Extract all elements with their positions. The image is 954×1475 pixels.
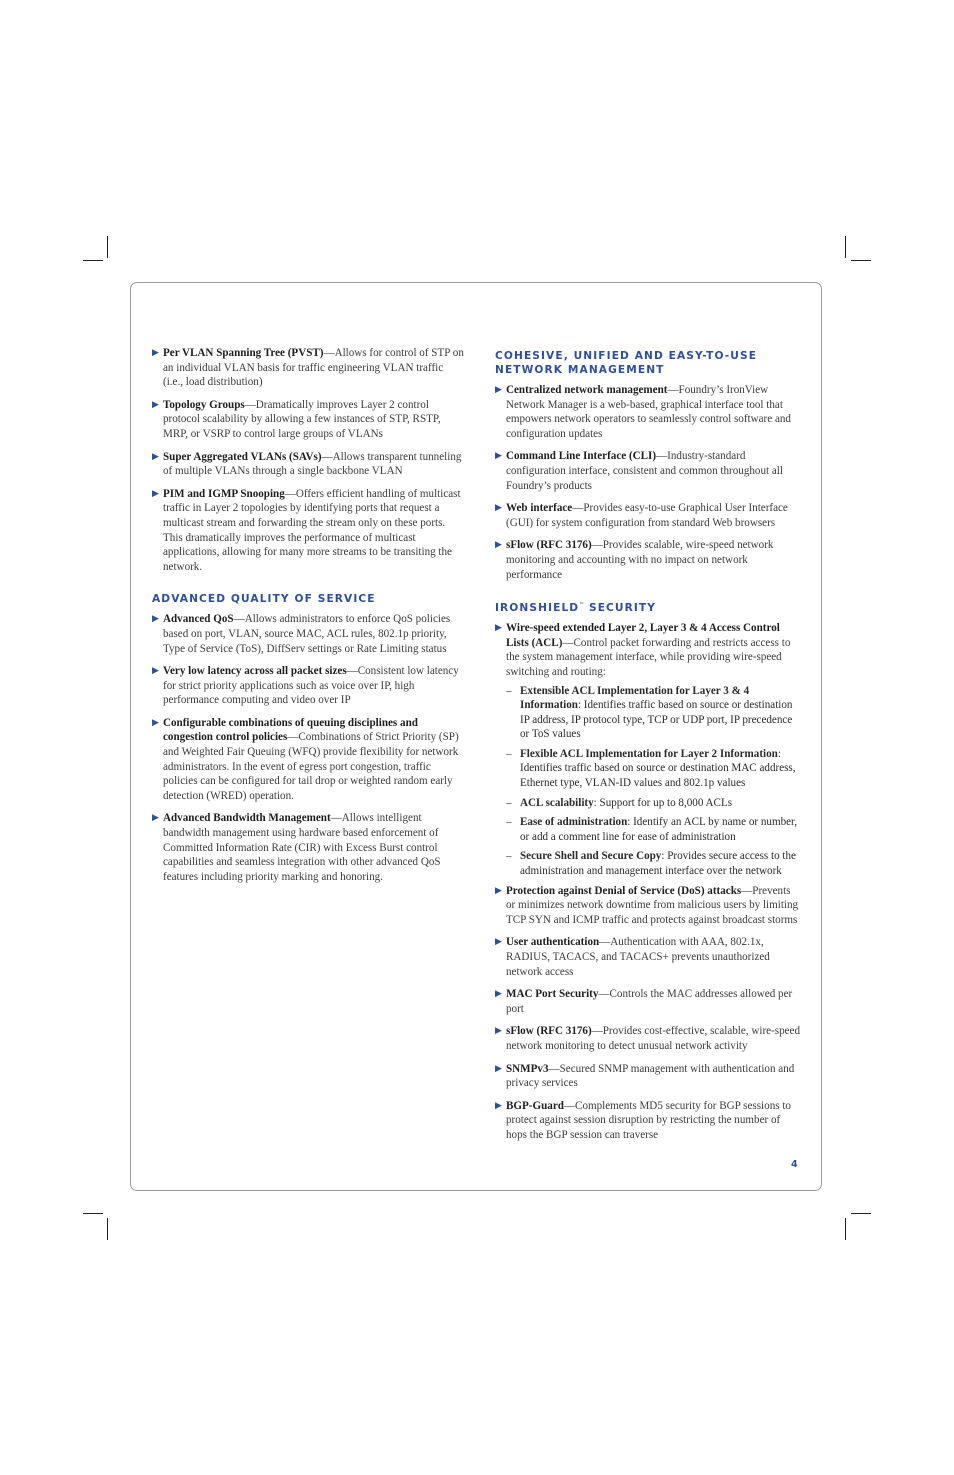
bullet-arrow-icon: ▶: [152, 666, 159, 677]
dash-bullet: –: [506, 816, 512, 829]
item-description: —Allows transparent tunneling of multiple VLANs through a single backbone VLAN: [163, 450, 462, 478]
list-item: [152, 811, 464, 884]
section-heading-management: COHESIVE, UNIFIED AND EASY-TO-USE NETWORK MANAGEMENT: [495, 350, 758, 376]
item-title: SNMPv3: [506, 1062, 549, 1075]
item-description: —Control packet forwarding and restricts access to the system management interface, while providing wire-speed switching and routing:: [506, 636, 791, 678]
item-description: : Identify an ACL by name or number, or add a comment line for ease of administration: [520, 816, 798, 843]
item-description: —Prevents or minimizes network downtime from malicious users by limiting TCP SYN and ICMP traffic and protects against broadcast storms: [506, 884, 799, 926]
list-item: [495, 987, 801, 1016]
sub-list-item: [495, 849, 801, 878]
item-description: —Secured SNMP management with authentication and privacy services: [506, 1062, 795, 1090]
list-item: [152, 487, 464, 575]
bullet-arrow-icon: ▶: [495, 385, 502, 395]
bullet-arrow-icon: ▶: [495, 1100, 502, 1111]
item-title: BGP-Guard: [506, 1099, 564, 1112]
item-description: —Consistent low latency for strict priority applications such as voice over IP, high performance computing and video over IP: [163, 665, 459, 707]
dash-bullet: –: [506, 747, 512, 760]
heading-text: IRONSHIELD: [495, 602, 580, 615]
item-title: Advanced QoS: [163, 613, 234, 626]
crop-mark: [845, 236, 846, 258]
item-title: Super Aggregated VLANs (SAVs): [163, 450, 322, 463]
right-column: [495, 349, 801, 1151]
item-description: —Foundry’s IronView Network Manager is a web-based, graphical interface tool that empowers network operators to seamlessly control software and configuration updates: [506, 384, 791, 440]
item-title: Web interface: [506, 502, 573, 515]
bullet-arrow-icon: ▶: [152, 488, 159, 499]
sub-list-item: [495, 796, 801, 811]
bullet-arrow-icon: ▶: [495, 451, 502, 462]
item-title: Centralized network management: [506, 384, 668, 396]
crop-mark: [83, 260, 103, 261]
sub-list-item: [495, 815, 801, 844]
crop-mark: [107, 1218, 108, 1240]
bullet-arrow-icon: ▶: [495, 1026, 502, 1037]
item-description: —Provides scalable, wire-speed network monitoring and accounting with no impact on network performance: [506, 539, 774, 581]
sub-list-item: [495, 747, 801, 791]
item-description: —Industry-standard configuration interface, consistent and common throughout all Foundry’s products: [506, 450, 783, 492]
bullet-arrow-icon: ▶: [495, 885, 502, 896]
item-title: Topology Groups: [163, 398, 245, 411]
dash-bullet: –: [506, 850, 512, 863]
bullet-arrow-icon: ▶: [152, 614, 159, 625]
item-title: Ease of administration: [520, 816, 628, 829]
item-title: User authentication: [506, 936, 600, 949]
item-description: —Complements MD5 security for BGP sessions to protect against session disruption by restricting the number of hops the BGP session can traverse: [506, 1099, 791, 1141]
list-item: [152, 450, 464, 479]
item-description: : Provides secure access to the administration and management interface over the network: [520, 850, 796, 878]
list-item: [152, 346, 464, 390]
page-number: 4: [791, 1159, 798, 1170]
dash-bullet: –: [506, 684, 512, 697]
list-item: [152, 398, 464, 442]
crop-mark: [851, 260, 871, 261]
item-description: : Support for up to 8,000 ACLs: [593, 796, 733, 809]
bullet-arrow-icon: ▶: [495, 540, 502, 551]
bullet-arrow-icon: ▶: [495, 503, 502, 514]
section-heading-security: [495, 598, 801, 615]
item-description: : Identifies traffic based on source or destination MAC address, Ethernet type, VLAN-ID values and 802.1p values: [520, 747, 796, 790]
heading-text: SECURITY: [584, 602, 657, 615]
item-description: —Dramatically improves Layer 2 control protocol scalability by allowing a few instances of STP, RSTP, MRP, or VSRP to control large groups of VLANs: [163, 398, 441, 440]
item-title: Extensible ACL Implementation for Layer 3 & 4 Information: [520, 684, 750, 712]
item-description: —Allows intelligent bandwidth management using hardware based enforcement of Committed Information Rate (CIR) with Excess Burst control capabilities and seamless integration with other advanced QoS features including priority marking and honoring.: [163, 812, 441, 883]
item-title: Protection against Denial of Service (DoS) attacks: [506, 884, 742, 897]
list-item: [152, 716, 464, 804]
bullet-arrow-icon: ▶: [495, 989, 502, 1000]
crop-mark: [845, 1218, 846, 1240]
item-description: —Provides easy-to-use Graphical User Interface (GUI) for system configuration from standard Web browsers: [506, 502, 788, 529]
list-item: [495, 538, 801, 582]
section-heading-qos: ADVANCED QUALITY OF SERVICE: [152, 593, 376, 606]
item-description: —Offers efficient handling of multicast traffic in Layer 2 topologies by identifying ports that request a multicast stream and forwarding the stream only on these ports. This dramatically improves the performance of multicast applications, allowing for many more streams to be transiting the network.: [163, 487, 461, 573]
item-title: PIM and IGMP Snooping: [163, 487, 285, 500]
list-item: [152, 664, 464, 708]
crop-mark: [107, 236, 108, 258]
list-item: [495, 1062, 801, 1091]
item-title: Very low latency across all packet sizes: [163, 665, 347, 678]
list-item-acl: [495, 621, 801, 679]
item-title: Advanced Bandwidth Management: [163, 812, 331, 825]
list-item: [495, 935, 801, 979]
item-description: : Identifies traffic based on source or destination IP address, IP protocol type, TCP or UDP port, IP precedence or ToS values: [520, 699, 793, 741]
left-column: [152, 346, 464, 892]
sub-list: [495, 684, 801, 879]
item-description: —Combinations of Strict Priority (SP) and Weighted Fair Queuing (WFQ) provide flexibility for network administrators. In the event of egress port congestion, traffic policies can be configured for tail drop or weighted random early detection (WRED) operation.: [163, 731, 459, 802]
bullet-arrow-icon: ▶: [495, 937, 502, 948]
item-title: MAC Port Security: [506, 988, 599, 1001]
item-description: —Provides cost-effective, scalable, wire-speed network monitoring to detect unusual network activity: [506, 1025, 801, 1052]
item-title: Configurable combinations of queuing disciplines and congestion control policies: [163, 716, 418, 744]
bullet-arrow-icon: ▶: [152, 717, 159, 728]
list-item: [152, 612, 464, 656]
item-title: Command Line Interface (CLI): [506, 450, 657, 463]
item-description: —Controls the MAC addresses allowed per port: [506, 988, 793, 1015]
bullet-arrow-icon: ▶: [495, 623, 502, 634]
item-title: Secure Shell and Secure Copy: [520, 850, 662, 863]
sub-list-item: [495, 684, 801, 742]
bullet-arrow-icon: ▶: [152, 348, 159, 358]
bullet-arrow-icon: ▶: [152, 451, 159, 462]
dash-bullet: –: [506, 796, 512, 809]
item-description: —Allows administrators to enforce QoS policies based on port, VLAN, source MAC, ACL rules, 802.1p priority, Type of Service (ToS), DiffServ settings or Rate Limiting status: [163, 613, 451, 655]
item-title: sFlow (RFC 3176): [506, 539, 592, 552]
item-title: Wire-speed extended Layer 2, Layer 3 & 4 Access Control Lists (ACL): [506, 622, 780, 649]
bullet-arrow-icon: ▶: [152, 399, 159, 410]
bullet-arrow-icon: ▶: [495, 1063, 502, 1074]
list-item: [495, 383, 801, 441]
item-description: —Allows for control of STP on an individual VLAN basis for traffic engineering VLAN traffic (i.e., load distribution): [163, 347, 464, 389]
item-title: Flexible ACL Implementation for Layer 2 Information: [520, 747, 778, 760]
feature-list: [495, 383, 801, 582]
bullet-arrow-icon: ▶: [152, 813, 159, 824]
feature-list: [495, 884, 801, 1143]
item-title: Per VLAN Spanning Tree (PVST): [163, 347, 324, 359]
feature-list: [152, 612, 464, 884]
trademark: ™: [579, 602, 585, 609]
list-item: [495, 449, 801, 493]
list-item: [495, 884, 801, 928]
feature-list: [152, 346, 464, 574]
item-title: sFlow (RFC 3176): [506, 1025, 592, 1038]
crop-mark: [851, 1213, 871, 1214]
item-description: —Authentication with AAA, 802.1x, RADIUS, TACACS, and TACACS+ prevents unauthorized network access: [506, 936, 770, 978]
crop-mark: [83, 1213, 103, 1214]
list-item: [495, 1099, 801, 1143]
list-item: [495, 1024, 801, 1053]
item-title: ACL scalability: [520, 796, 594, 809]
list-item: [495, 501, 801, 530]
